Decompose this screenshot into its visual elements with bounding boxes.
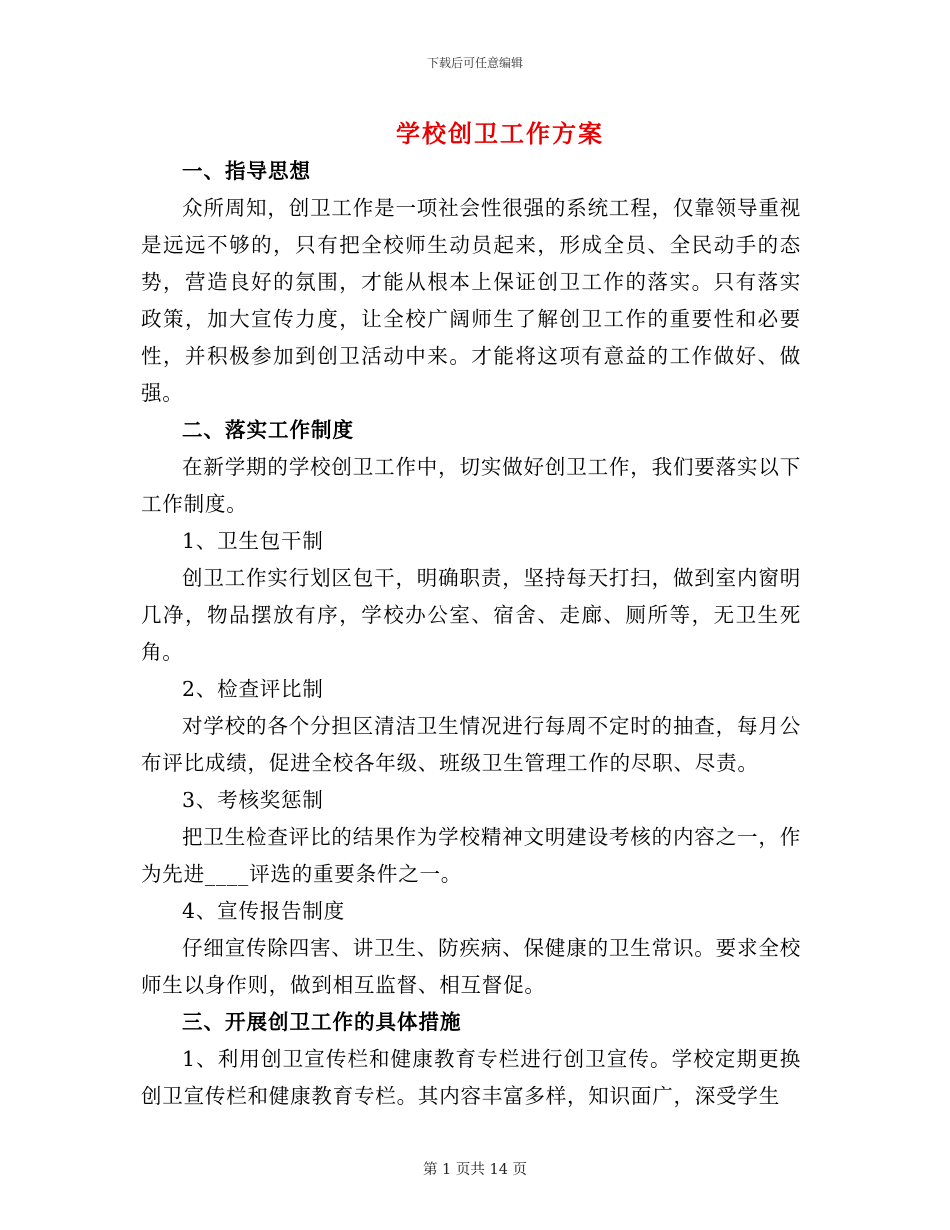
item-3-title: 3、考核奖惩制 — [182, 788, 324, 812]
document-title: 学校创卫工作方案 — [396, 119, 604, 148]
section-3-paragraph: 1、利用创卫宣传栏和健康教育专栏进行创卫宣传。学校定期更换创卫宣传栏和健康教育专栏。其内容丰富多样，知识面广，深受学生 — [141, 1047, 801, 1108]
item-2-text: 对学校的各个分担区清洁卫生情况进行每周不定时的抽查，每月公布评比成绩，促进全校各年级、班级卫生管理工作的尽职、尽责。 — [141, 714, 801, 775]
item-4-text: 仔细宣传除四害、讲卫生、防疾病、保健康的卫生常识。要求全校师生以身作则，做到相互监督、相互督促。 — [141, 936, 801, 997]
header-note: 下载后可任意编辑 — [426, 56, 523, 70]
item-2-title: 2、检查评比制 — [182, 677, 324, 701]
item-1-text: 创卫工作实行划区包干，明确职责，坚持每天打扫，做到室内窗明几净，物品摆放有序，学校办公室、宿舍、走廊、厕所等，无卫生死角。 — [141, 566, 801, 664]
page-footer: 第 1 页共 14 页 — [422, 1162, 528, 1178]
section-1-paragraph: 众所周知，创卫工作是一项社会性很强的系统工程，仅靠领导重视是远远不够的，只有把全校师生动员起来，形成全员、全民动手的态势，营造良好的氛围，才能从根本上保证创卫工作的落实。只有落实政策，加大宣传力度，让全校广阔师生了解创卫工作的重要性和必要性，并积极参加到创卫活动中来。才能将这项有意益的工作做好、做强。 — [141, 196, 801, 405]
item-1-title: 1、卫生包干制 — [182, 529, 324, 553]
section-2-paragraph: 在新学期的学校创卫工作中，切实做好创卫工作，我们要落实以下工作制度。 — [141, 455, 801, 516]
document-body — [141, 153, 801, 1115]
section-heading-3: 三、开展创卫工作的具体措施 — [182, 1010, 462, 1034]
item-3-text: 把卫生检查评比的结果作为学校精神文明建设考核的内容之一，作为先进____评选的重要条件之一。 — [141, 825, 801, 886]
item-4-title: 4、宣传报告制度 — [182, 899, 345, 923]
section-heading-2: 二、落实工作制度 — [182, 418, 354, 442]
section-heading-1: 一、指导思想 — [182, 159, 311, 183]
